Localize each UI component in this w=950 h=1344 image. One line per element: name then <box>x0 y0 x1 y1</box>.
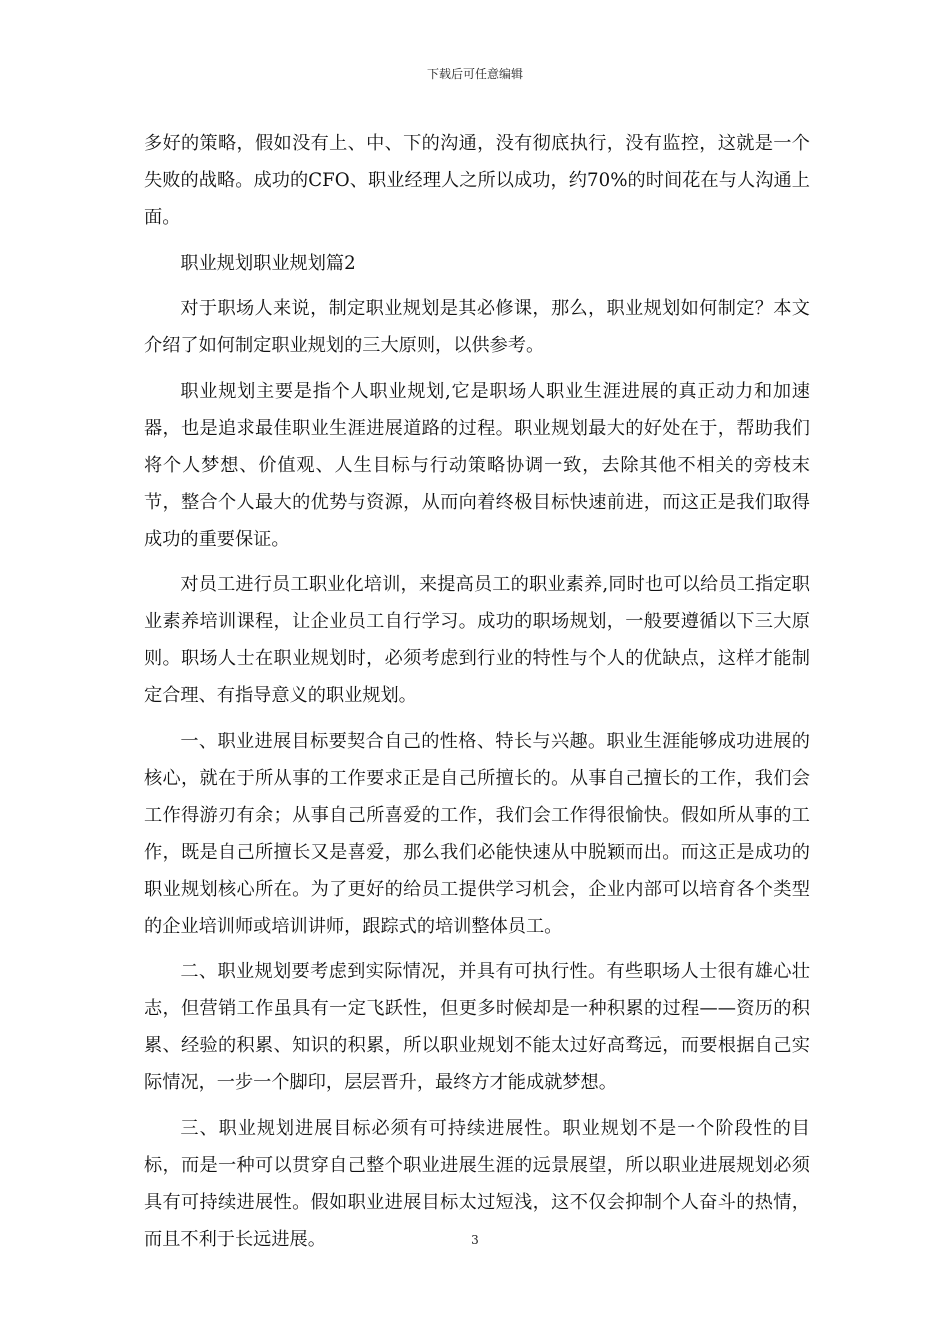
page-header: 下载后可任意编辑 <box>426 67 523 81</box>
section-heading: 职业规划职业规划篇2 <box>180 252 356 274</box>
page-number: 3 <box>471 1233 479 1247</box>
document-body <box>144 125 810 1258</box>
body-paragraph: 多好的策略，假如没有上、中、下的沟通，没有彻底执行，没有监控，这就是一个失败的战略。成功的CFO、职业经理人之所以成功，约70%的时间花在与人沟通上面。 <box>144 133 810 228</box>
principle-two-paragraph: 二、职业规划要考虑到实际情况，并具有可执行性。有些职场人士很有雄心壮志，但营销工作虽具有一定飞跃性，但更多时候却是一种积累的过程——资历的积累、经验的积累、知识的积累，所以职业规划不能太过好高骛远，而要根据自己实际情况，一步一个脚印，层层晋升，最终方才能成就梦想。 <box>144 961 810 1093</box>
body-paragraph: 职业规划主要是指个人职业规划,它是职场人职业生涯进展的真正动力和加速器，也是追求最佳职业生涯进展道路的过程。职业规划最大的好处在于，帮助我们将个人梦想、价值观、人生目标与行动策略协调一致，去除其他不相关的旁枝末节，整合个人最大的优势与资源，从而向着终极目标快速前进，而这正是我们取得成功的重要保证。 <box>144 380 810 550</box>
body-paragraph: 对员工进行员工职业化培训，来提高员工的职业素养,同时也可以给员工指定职业素养培训课程，让企业员工自行学习。成功的职场规划，一般要遵循以下三大原则。职场人士在职业规划时，必须考虑到行业的特性与个人的优缺点，这样才能制定合理、有指导意义的职业规划。 <box>144 574 810 706</box>
principle-three-paragraph: 三、职业规划进展目标必须有可持续进展性。职业规划不是一个阶段性的目标，而是一种可以贯穿自己整个职业进展生涯的远景展望，所以职业进展规划必须具有可持续进展性。假如职业进展目标太过短浅，这不仅会抑制个人奋斗的热情，而且不利于长远进展。 <box>144 1117 810 1250</box>
body-paragraph: 对于职场人来说，制定职业规划是其必修课，那么，职业规划如何制定？本文介绍了如何制定职业规划的三大原则，以供参考。 <box>144 298 810 356</box>
principle-one-paragraph: 一、职业进展目标要契合自己的性格、特长与兴趣。职业生涯能够成功进展的核心，就在于所从事的工作要求正是自己所擅长的。从事自己擅长的工作，我们会工作得游刃有余；从事自己所喜爱的工作，我们会工作得很愉快。假如所从事的工作，既是自己所擅长又是喜爱，那么我们必能快速从中脱颖而出。而这正是成功的职业规划核心所在。为了更好的给员工提供学习机会，企业内部可以培育各个类型的企业培训师或培训讲师，跟踪式的培训整体员工。 <box>144 730 810 937</box>
